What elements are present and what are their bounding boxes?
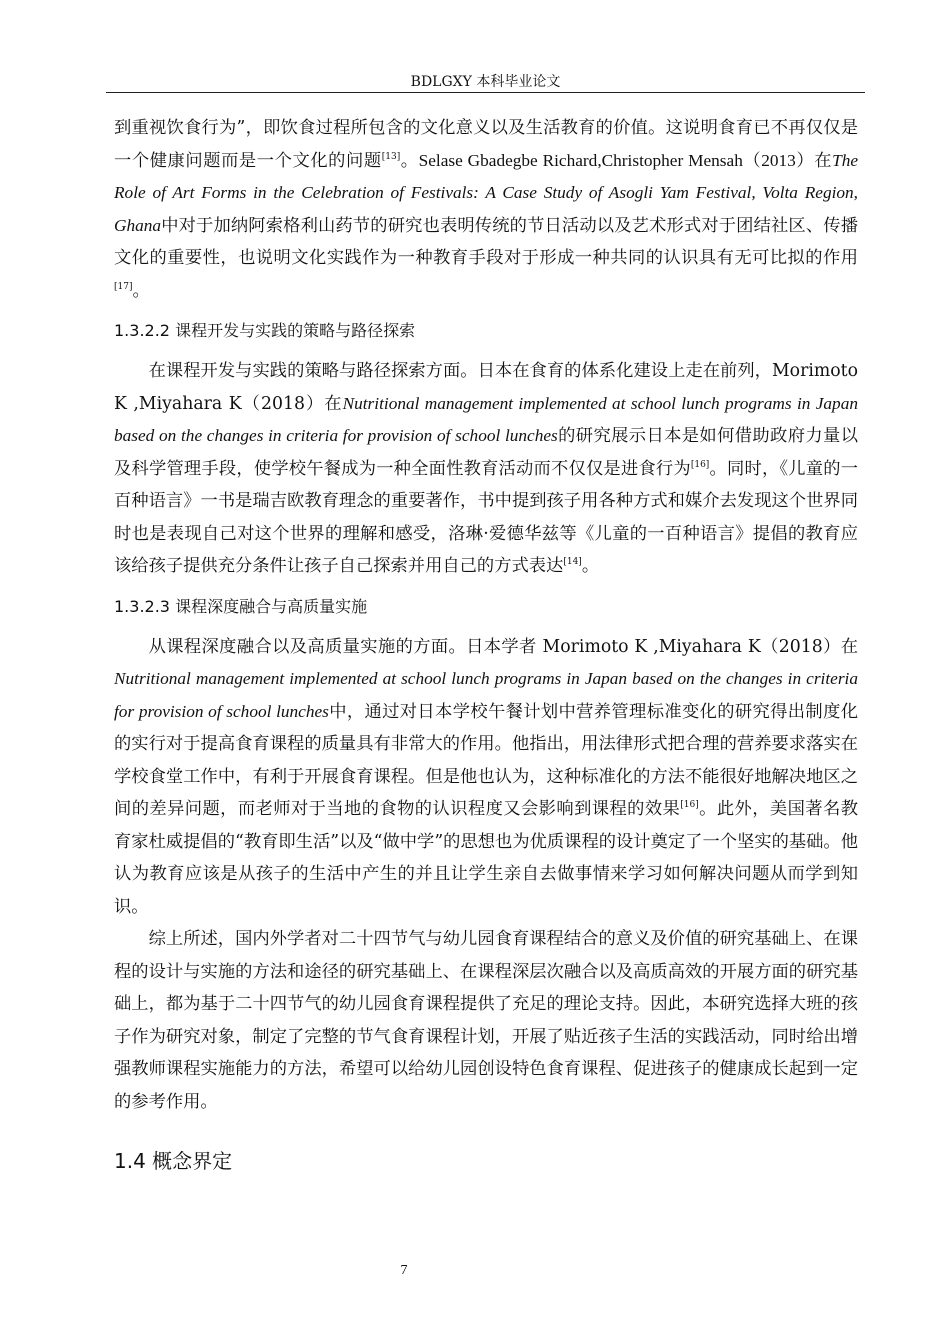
paragraph-2: 在课程开发与实践的策略与路径探索方面。日本在食育的体系化建设上走在前列，Morimoto K ,Miyahara K（2018）在Nutritional management implemented at school lunch programs in Japan based on the changes in criteria for provision of school lunches的研究展示日本是如何借助政府力量以及科学管理手段，使学校午餐成为一种全面性教育活动而不仅仅是进食行为[16]。同时，《儿童的一百种语言》一书是瑞吉欧教育理念的重要著作，书中提到孩子用各种方式和媒介去发现这个世界同时也是表现自己对这个世界的理解和感受，洛琳·爱德华兹等《儿童的一百种语言》提倡的教育应该给孩子提供充分条件让孩子自己探索并用自己的方式表达[14]。: [114, 361, 858, 576]
paragraph-4: 综上所述，国内外学者对二十四节气与幼儿园食育课程结合的意义及价值的研究基础上、在课程的设计与实施的方法和途径的研究基础上、在课程深层次融合以及高质高效的开展方面的研究基础上，都为基于二十四节气的幼儿园食育课程提供了充足的理论支持。因此，本研究选择大班的孩子作为研究对象，制定了完整的节气食育课程计划，开展了贴近孩子生活的实践活动，同时给出增强教师课程实施能力的方法，希望可以给幼儿园创设特色食育课程、促进孩子的健康成长起到一定的参考作用。: [114, 929, 858, 1112]
paragraph-3: 从课程深度融合以及高质量实施的方面。日本学者 Morimoto K ,Miyahara K（2018）在Nutritional management implemented at school lunch programs in Japan based on the changes in criteria for provision of school lunches中，通过对日本学校午餐计划中营养管理标准变化的研究得出制度化的实行对于提高食育课程的质量具有非常大的作用。他指出，用法律形式把合理的营养要求落实在学校食堂工作中，有利于开展食育课程。但是他也认为，这种标准化的方法不能很好地解决地区之间的差异问题，而老师对于当地的食物的认识程度又会影响到课程的效果[16]。此外，美国著名教育家杜威提倡的“教育即生活”以及“做中学”的思想也为优质课程的设计奠定了一个坚实的基础。他认为教育应该是从孩子的生活中产生的并且让学生亲自去做事情来学习如何解决问题从而学到知识。: [114, 636, 858, 917]
cited-title: Nutritional management implemented at school lunch programs in Japan based on the changes in criteria for provision of school lunches: [114, 393, 858, 445]
section-heading-1-3-2-2: 1.3.2.2 课程开发与实践的策略与路径探索: [114, 321, 416, 340]
cited-title: Nutritional management implemented at school lunch programs in Japan based on the changes in criteria for provision of school lunches: [114, 669, 858, 721]
paragraph-1: 到重视饮食行为”，即饮食过程所包含的文化意义以及生活教育的价值。这说明食育已不再仅仅是一个健康问题而是一个文化的问题[13]。Selase Gbadegbe Richard,Christopher Mensah（2013）在The Role of Art Forms in the Celebration of Festivals: A Case Study of Asogli Yam Festival, Volta Region, Ghana中对于加纳阿索格利山药节的研究也表明传统的节日活动以及艺术形式对于团结社区、传播文化的重要性，也说明文化实践作为一种教育手段对于形成一种共同的认识具有无可比拟的作用[17]。: [114, 118, 858, 301]
citation-14: [14]: [563, 557, 582, 568]
section-heading-1-4: 1.4 概念界定: [114, 1149, 233, 1173]
citation-13: [13]: [381, 151, 401, 162]
citation-17: [17]: [114, 281, 133, 292]
cited-title: The Role of Art Forms in the Celebration of Festivals: A Case Study of Asogli Yam Festival, Volta Region, Ghana: [114, 150, 858, 235]
running-header: BDLGXY 本科毕业论文: [410, 74, 561, 90]
section-heading-1-3-2-3: 1.3.2.3 课程深度融合与高质量实施: [114, 596, 368, 616]
citation-16: [16]: [680, 800, 699, 811]
page-number: 7: [400, 1263, 408, 1278]
citation-16: [16]: [690, 459, 710, 470]
header-divider: [106, 92, 865, 93]
body-text: [114, 112, 858, 1175]
